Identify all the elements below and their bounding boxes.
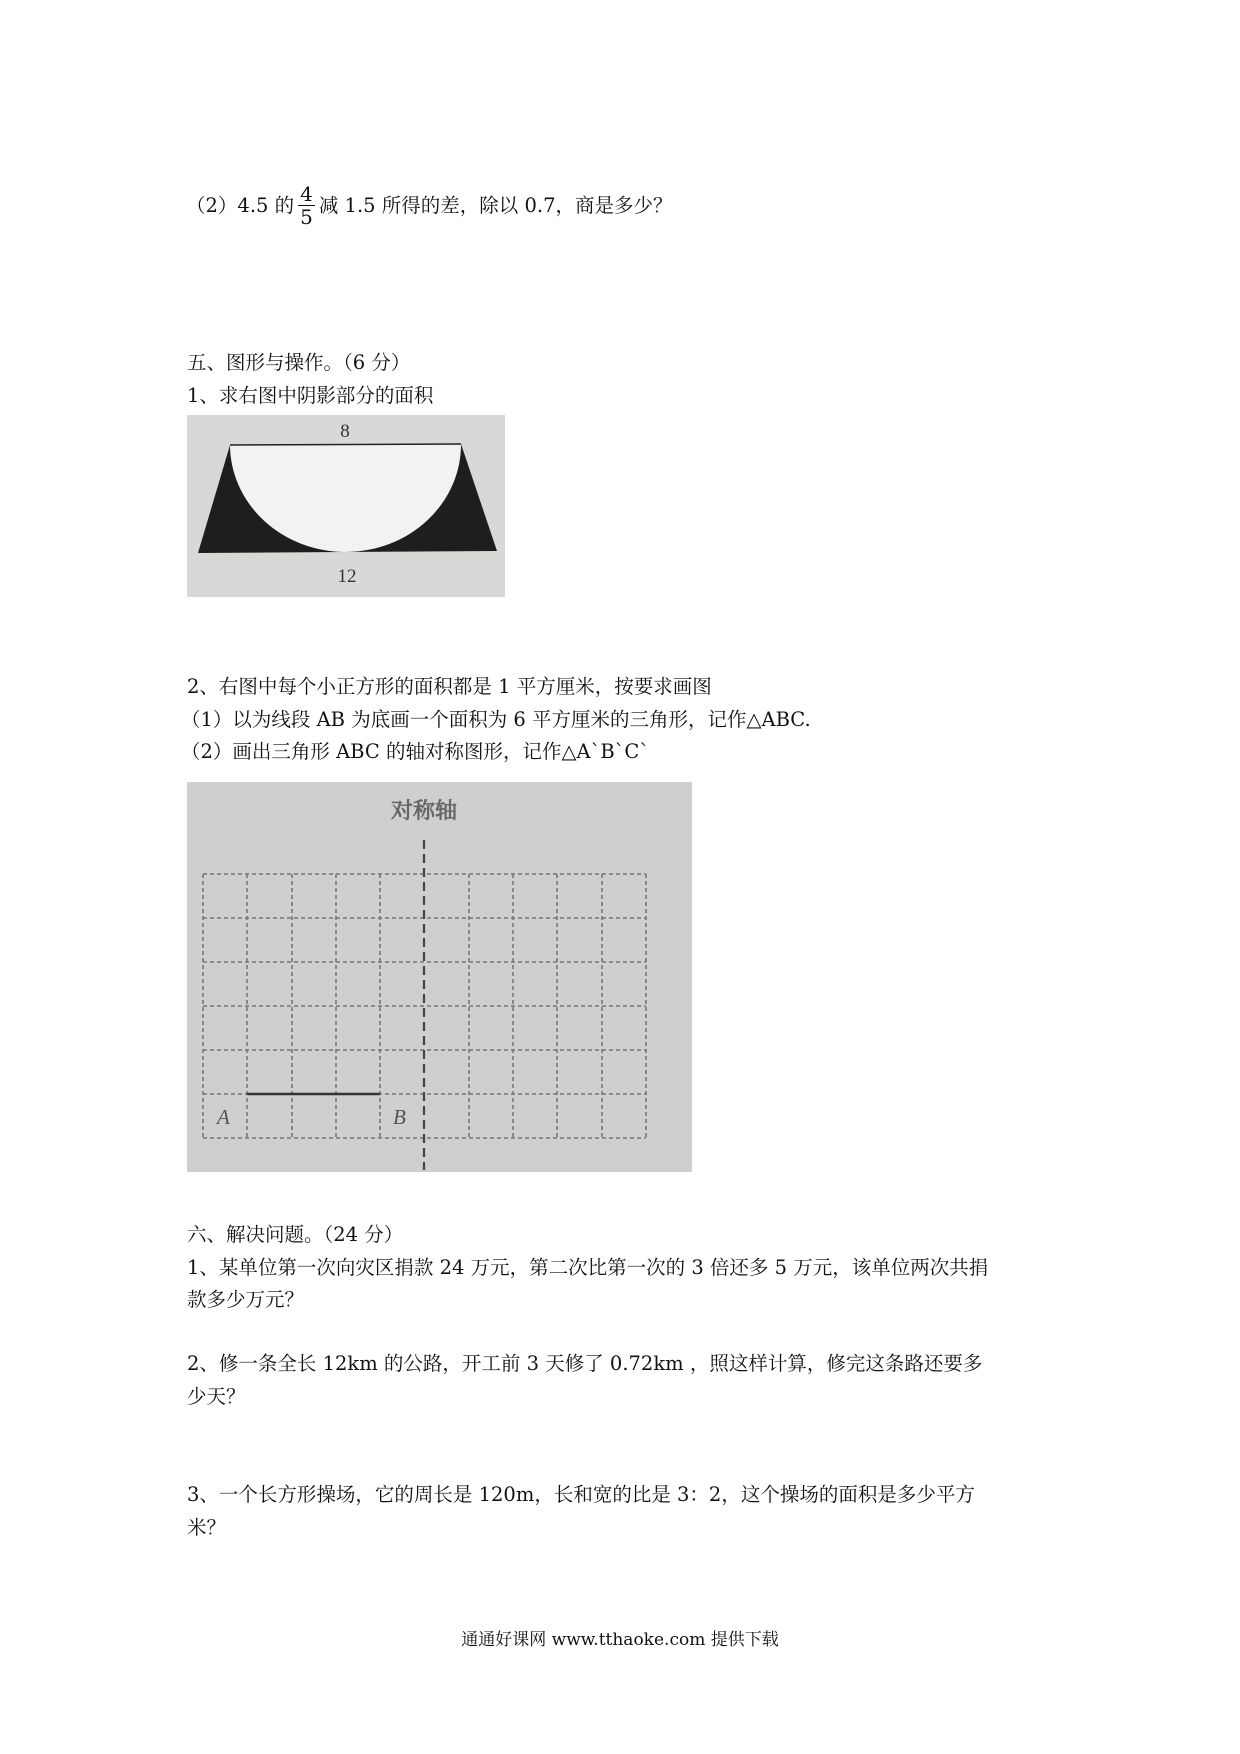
section-5-question-2-part-2: （2）画出三角形 ABC 的轴对称图形，记作△A`B`C` xyxy=(181,740,650,763)
section-6-heading: 六、解决问题。（24 分） xyxy=(187,1223,404,1246)
page-footer: 通通好课网 www.tthaoke.com 提供下载 xyxy=(461,1630,779,1650)
top-base-line xyxy=(230,444,461,445)
section-6-question-1-line-2: 款多少万元？ xyxy=(187,1288,305,1311)
section-6-question-1-line-1: 1、某单位第一次向灾区捐款 24 万元，第二次比第一次的 3 倍还多 5 万元，该单位两次共捐 xyxy=(187,1256,989,1279)
section-6-question-3-line-1: 3、一个长方形操场，它的周长是 120m，长和宽的比是 3：2，这个操场的面积是多少平方 xyxy=(187,1483,975,1506)
axis-label: 对称轴 xyxy=(390,798,458,824)
question-4-2-after: 减 1.5 所得的差，除以 0.7，商是多少？ xyxy=(318,193,673,217)
fraction xyxy=(298,183,315,228)
shaded-area-figure xyxy=(187,415,505,597)
section-5-question-1: 1、求右图中阴影部分的面积 xyxy=(187,384,434,407)
section-6-question-2-line-1: 2、修一条全长 12km 的公路，开工前 3 天修了 0.72km ，照这样计算，修完这条路还要多 xyxy=(187,1352,983,1375)
point-a-label: A xyxy=(217,1105,230,1129)
top-base-label: 8 xyxy=(340,421,350,442)
question-4-2 xyxy=(186,183,672,228)
section-6-question-3-line-2: 米？ xyxy=(187,1516,227,1539)
grid-figure xyxy=(187,782,692,1172)
trapezoid-semicircle-diagram xyxy=(187,415,505,597)
fraction-denominator: 5 xyxy=(300,205,313,229)
question-4-2-before: （2）4.5 的 xyxy=(186,193,295,217)
point-b-label: B xyxy=(393,1105,406,1129)
section-6-question-2-line-2: 少天？ xyxy=(187,1385,246,1408)
section-5-question-2-part-1: （1）以为线段 AB 为底画一个面积为 6 平方厘米的三角形，记作△ABC. xyxy=(181,708,811,731)
fraction-numerator: 4 xyxy=(300,182,313,206)
section-5-heading: 五、图形与操作。（6 分） xyxy=(187,351,411,374)
section-5-question-2: 2、右图中每个小正方形的面积都是 1 平方厘米，按要求画图 xyxy=(187,675,712,698)
bottom-base-label: 12 xyxy=(337,566,357,587)
symmetry-grid xyxy=(187,782,692,1172)
